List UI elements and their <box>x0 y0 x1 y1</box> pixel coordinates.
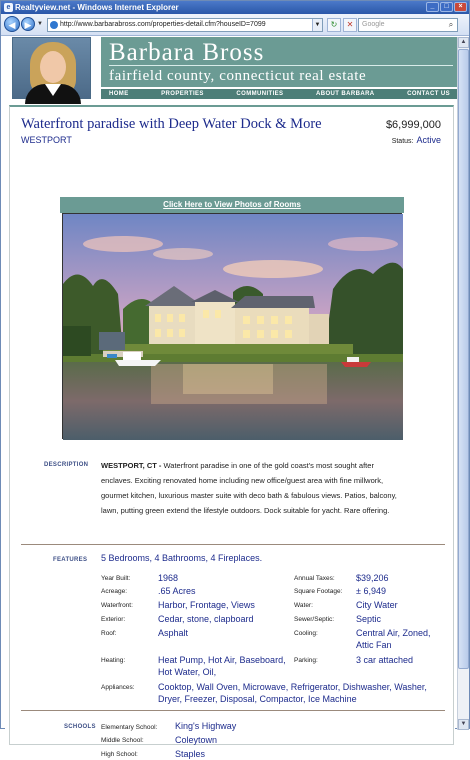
ie-icon: e <box>4 3 13 12</box>
middle-school-value: Coleytown <box>175 735 218 745</box>
acreage-value: .65 Acres <box>158 586 196 596</box>
exterior-value: Cedar, stone, clapboard <box>158 614 254 624</box>
listing-location: WESTPORT <box>21 135 72 145</box>
parking-value: 3 car attached <box>356 655 414 665</box>
cooling-value: Central Air, Zoned, Attic Fan <box>356 628 431 650</box>
forward-button[interactable]: ▶ <box>21 17 35 31</box>
schools-label: SCHOOLS <box>64 724 96 730</box>
high-school-label: High School: <box>101 751 138 758</box>
year-built-value: 1968 <box>158 573 179 583</box>
menu-communities[interactable]: COMMUNITIES <box>236 91 284 97</box>
scrollbar-thumb[interactable] <box>458 49 469 669</box>
main-menu <box>101 89 458 99</box>
features-summary: 5 Bedrooms, 4 Bathrooms, 4 Fireplaces. <box>101 553 263 563</box>
site-header <box>9 37 458 99</box>
waterfront-value: Harbor, Frontage, Views <box>158 600 255 610</box>
waterfront-label: Waterfront: <box>101 602 133 609</box>
parking-label: Parking: <box>294 657 318 664</box>
back-button[interactable]: ◀ <box>4 16 20 32</box>
square-footage-label: Square Footage: <box>294 588 343 595</box>
heating-label: Heating: <box>101 657 126 664</box>
description-body: Waterfront paradise in one of the gold coast's most sought after enclaves. Exciting renovated home including new office/guest area with fine millwork, gourmet kitchen, luxurious master suite with deco bath & fabulous views. Patios, balcony, lawn, putting green extend the lifestyle outdoors. Dock suitable for yacht. Rare offering. <box>101 461 397 515</box>
address-dropdown-icon[interactable]: ▼ <box>312 19 322 31</box>
agent-photo <box>12 37 91 99</box>
roof-value: Asphalt <box>158 628 189 638</box>
property-photo <box>62 213 402 439</box>
features-label: FEATURES <box>53 557 88 563</box>
heating-value: Heat Pump, Hot Air, Baseboard, Hot Water, Oil, <box>158 655 286 677</box>
roof-label: Roof: <box>101 630 117 637</box>
site-banner <box>101 37 458 87</box>
high-school-value: Staples <box>175 749 206 759</box>
page-content <box>1 37 459 759</box>
stop-icon[interactable]: ✕ <box>343 18 357 32</box>
description-label: DESCRIPTION <box>44 462 89 468</box>
appliances-label: Appliances: <box>101 684 135 691</box>
address-bar[interactable] <box>47 18 323 32</box>
menu-contact[interactable]: CONTACT US <box>407 91 450 97</box>
address-text: http://www.barbarabross.com/properties-detail.cfm?houseID=7099 <box>60 21 266 28</box>
search-placeholder: Google <box>362 21 385 28</box>
cooling-label: Cooling: <box>294 630 318 637</box>
exterior-label: Exterior: <box>101 616 126 623</box>
square-footage-value: ± 6,949 <box>356 586 386 596</box>
year-built-label: Year Built: <box>101 575 131 582</box>
minimize-button[interactable]: _ <box>426 2 439 12</box>
sewer-label: Sewer/Septic: <box>294 616 335 623</box>
scroll-down-icon[interactable]: ▼ <box>458 719 469 730</box>
navigation-bar <box>1 14 469 36</box>
annual-taxes-value: $39,206 <box>356 573 389 583</box>
view-room-photos-link[interactable]: Click Here to View Photos of Rooms <box>60 197 404 213</box>
water-value: City Water <box>356 600 398 610</box>
listing-title: Waterfront paradise with Deep Water Dock & More <box>21 116 322 132</box>
menu-home[interactable]: HOME <box>109 91 129 97</box>
acreage-label: Acreage: <box>101 588 128 595</box>
status-label: Status: <box>391 138 414 145</box>
water-label: Water: <box>294 602 313 609</box>
refresh-icon[interactable]: ↻ <box>327 18 341 32</box>
appliances-value: Cooktop, Wall Oven, Microwave, Refrigerator, Dishwasher, Washer, Dryer, Freezer, Disposal, Compactor, Ice Machine <box>158 682 427 704</box>
search-icon[interactable]: ⌕ <box>448 20 454 29</box>
divider <box>21 544 445 545</box>
window-title: Realtyview.net - Windows Internet Explorer <box>15 3 179 12</box>
divider <box>21 710 445 711</box>
agent-name: Barbara Bross <box>109 39 265 66</box>
listing-status <box>392 135 441 145</box>
site-tagline: fairfield county, connecticut real estate <box>109 65 453 85</box>
scroll-up-icon[interactable]: ▲ <box>458 37 469 48</box>
elementary-school-value: King's Highway <box>175 721 237 731</box>
status-value: Active <box>416 135 441 145</box>
maximize-button[interactable]: □ <box>440 2 453 12</box>
listing-panel <box>9 105 454 759</box>
page-icon <box>50 21 58 29</box>
title-bar <box>1 1 469 14</box>
middle-school-label: Middle School: <box>101 737 144 744</box>
listing-price: $6,999,000 <box>385 119 441 131</box>
sewer-value: Septic <box>356 614 382 624</box>
annual-taxes-label: Annual Taxes: <box>294 575 335 582</box>
history-dropdown-icon[interactable]: ▼ <box>37 21 43 27</box>
search-input[interactable] <box>358 18 458 32</box>
menu-about[interactable]: ABOUT BARBARA <box>316 91 375 97</box>
description-lead: WESTPORT, CT - <box>101 461 164 470</box>
menu-properties[interactable]: PROPERTIES <box>161 91 204 97</box>
elementary-school-label: Elementary School: <box>101 724 158 731</box>
close-button[interactable]: × <box>454 2 467 12</box>
description-text <box>101 458 401 518</box>
vertical-scrollbar[interactable] <box>457 37 469 730</box>
